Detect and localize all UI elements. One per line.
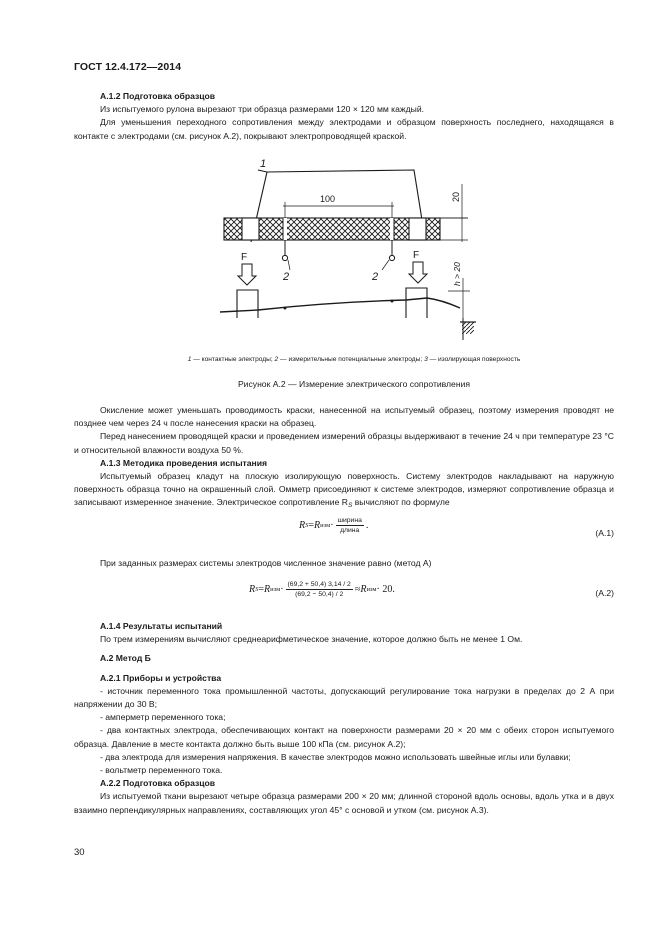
section-a13-heading: А.1.3 Методика проведения испытания [100,457,268,468]
equipment-item: - два контактных электрода, обеспечивающих контакт на поверхности размерами 20 × 20 мм с обеих сторон испытуемого образца. Давление в месте контакта должно быть выше 100 кПа (см. рисунок А.2); [74,725,614,749]
formula-a1-expression [299,517,368,534]
force-label-right: F [413,250,420,261]
force-arrow-left [238,264,256,285]
legend-number-2: 2 [274,356,279,363]
contact-electrode-left [242,218,259,240]
formula-a1-end: . [365,520,369,531]
figure-title: Рисунок А.2 — Измерение электрического сопротивления [237,379,471,389]
section-a2-heading: А.2 Метод Б [100,653,151,664]
legend-text-3: — изолирующая поверхность [427,356,521,363]
body-paragraph-method-a: При заданных размерах системы электродов численное значение равно (метод А) [100,558,432,568]
lower-electrode-right [406,288,427,318]
formula-a2-tail: · 20. [376,584,395,595]
page-number: 30 [74,847,85,858]
formula-a2-r: R [264,584,271,595]
section-a12-heading: А.1.2 Подготовка образцов [100,91,216,101]
formula-a1-eq: = [308,520,314,531]
formula-a1-numerator: ширина [337,517,362,524]
dimension-h-label: h > 20 [452,262,462,286]
formula-a2-lhs: R [249,584,256,595]
formula-a1-lhs-sub: S [305,522,309,529]
section-a13-paragraph [74,470,614,513]
section-a12-paragraph-2: Для уменьшения переходного сопротивления между электродами и образцом поверхность последнего, находящаяся в контакте с электродами (см. рисунок А.2), покрывают электропроводящей краской. [74,117,614,141]
force-label-left: F [241,252,248,263]
section-a22-paragraph: Из испытуемой ткани вырезают четыре образца размерами 200 × 20 мм; длинной стороной вдоль основы, вдоль утка и в двух взаимно перпендикулярных направлениях, составляющих угол 45° с основой и утком (см. рисунок А.3). [74,791,614,815]
section-a22-heading: А.2.2 Подготовка образцов [100,778,216,789]
section-a13-subscript: S [347,502,353,510]
formula-a2-eq: = [258,584,264,595]
lower-electrode-left [237,290,258,318]
formula-a2-lhs-sub: S [255,586,259,593]
legend-number-1: 1 [187,356,192,363]
formula-a2-number: (А.2) [595,588,614,598]
figure-label-1: 1 [260,158,267,170]
formula-a2-r2: R [360,584,367,595]
formula-a2-r-sub: изм [270,586,281,593]
formula-a1-dot: · [330,520,334,531]
section-body-2 [74,557,614,570]
formula-a1-r: R [314,520,321,531]
figure-a2-diagram [210,150,480,350]
section-a14-paragraph: По трем измерениям вычисляют среднеарифметическое значение, которое должно быть не менее 1 Ом. [100,634,523,645]
section-a14-heading: А.1.4 Результаты испытаний [100,621,223,631]
formula-a2-dot: · [280,584,284,595]
potential-electrode-left [282,255,287,260]
legend-text-1: — контактные электроды; [191,356,275,363]
body-paragraph-oxidation: Окисление может уменьшать проводимость краски, нанесенной на испытуемый образец, поэтому измерения проводят не позднее чем через 24 ч после нанесения краски на образец. [74,405,614,429]
contact-electrode-right [409,218,426,240]
formula-a1-fraction [336,517,364,534]
formula-a1-number: (А.1) [595,528,614,538]
section-a12 [74,90,614,143]
figure-label-2-right: 2 [372,271,379,283]
dimension-20-label: 20 [451,191,461,202]
equipment-item: - амперметр переменного тока; [100,712,226,723]
section-rest [74,620,614,817]
body-paragraph-conditioning: Перед нанесением проводящей краски и проведением измерений образцы выдерживают в течение 24 ч при температуре 23 °С и относительной влажности воздуха 50 %. [74,431,614,455]
potential-electrode-right [389,255,394,260]
formula-a2-fraction [286,581,353,598]
formula-a2 [74,578,614,618]
formula-a2-numerator: (69,2 + 50,4) 3,14 / 2 [287,581,351,588]
formula-a2-approx: ≈ [354,584,361,595]
sample-curve [220,298,460,312]
equipment-item: - два электрода для измерения напряжения. В качестве электродов можно использовать швейные иглы или булавки; [100,751,571,762]
insulating-surface [462,322,474,334]
section-a12-paragraph-1: Из испытуемого рулона вырезают три образца размерами 120 × 120 мм каждый. [100,104,425,115]
figure-legend [74,356,634,363]
formula-a1-r-sub: изм [320,522,331,529]
formula-a2-denominator: (69,2 − 50,4) / 2 [295,591,344,598]
legend-number-3: 3 [424,356,428,363]
section-a13-text: Испытуемый образец кладут на плоскую изолирующую поверхность. Систему электродов накладывают на наружную поверхность образца точно на окрашенный слой. Омметр присоединяют к системе электродов, измеряют сопротивление образца и записывают измеренное значение. Электрическое сопротивление R [74,471,614,508]
formula-a1 [74,514,614,554]
formula-a1-lhs: R [299,520,306,531]
formula-a1-denominator: длина [340,527,360,534]
figure-label-2-left: 2 [283,271,290,283]
dimension-100-label: 100 [320,194,336,204]
legend-text-2: — измерительные потенциальные электроды; [278,356,425,363]
equipment-item: - источник переменного тока промышленной частоты, допускающий регулирование тока нагрузки в пределах до 2 А при напряжении до 30 В; [74,685,614,710]
equipment-item: - вольтметр переменного тока. [100,765,223,776]
section-a13-text-end: вычисляют по формуле [352,497,450,508]
section-body-1 [74,404,614,513]
section-a21-heading: А.2.1 Приборы и устройства [100,672,222,683]
force-arrow-right [409,262,427,283]
formula-a2-r2-sub: изм [366,586,377,593]
document-header: ГОСТ 12.4.172—2014 [74,61,182,73]
formula-a2-expression [249,581,395,598]
